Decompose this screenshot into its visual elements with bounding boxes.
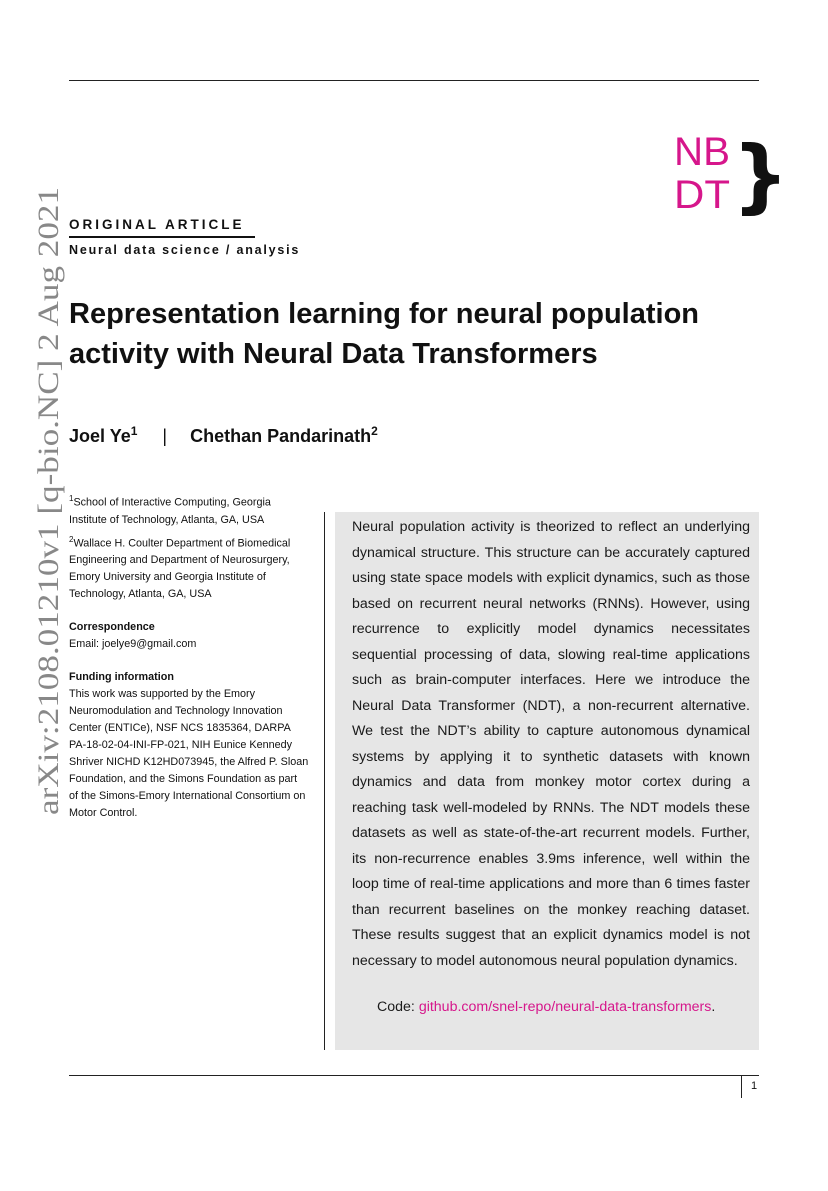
funding-text: This work was supported by the Emory Neuromodulation and Technology Innovation Center (ENTICe), NSF NCS 1835364, DARPA PA-18-02-04-INI-FP-021, NIH Eunice Kennedy Shriver NICHD K12HD073945, the Alfred P. Sloan Foundation, and the Simons Foundation as part of the Simons-Emory International Consortium on Motor Control. [69, 688, 309, 820]
affiliation-text: School of Interactive Computing, Georgia Institute of Technology, Atlanta, GA, USA [69, 496, 271, 526]
code-line [377, 999, 715, 1015]
front-matter-sidebar [69, 490, 309, 822]
logo-line1: NB [674, 130, 730, 174]
affiliation-text: Wallace H. Coulter Department of Biomedical Engineering and Department of Neurosurgery, Emory University and Georgia Institute of Technology, Atlanta, GA, USA [69, 537, 291, 601]
arxiv-stamp [18, 185, 68, 815]
author-affil-marker: 2 [371, 424, 378, 438]
correspondence-heading: Correspondence [69, 621, 155, 634]
author-name: Chethan Pandarinath [190, 426, 372, 446]
affiliation [69, 531, 309, 604]
logo-brace: } [732, 129, 789, 222]
abstract-left-bar [324, 512, 325, 1050]
abstract-text: Neural population activity is theorized to reflect an underlying dynamical structure. This structure can be accurately captured using state space models with explicit dynamics, such as those based on recurrent neural networks (RNNs). However, using recurrence to explicitly model dynamics necessitates sequential processing of data, slowing real-time applications such as brain-computer interfaces. Here we introduce the Neural Data Transformer (NDT), a non-recurrent alternative. We test the NDT’s ability to capture autonomous dynamical systems by applying it to synthetic datasets with known dynamics and data from monkey motor cortex during a reaching task well-modeled by RNNs. The NDT models these datasets as well as state-of-the-art recurrent models. Further, its non-recurrence enables 3.9ms inference, well within the loop time of real-time applications and more than 6 times faster than recurrent baselines on the monkey reaching dataset. These results suggest that an explicit dynamics model is not necessary to model autonomous neural population dynamics. [352, 519, 750, 969]
author-name: Joel Ye [69, 426, 131, 446]
top-rule [69, 80, 759, 81]
nbdt-logo [672, 128, 789, 222]
affiliation-number: 2 [69, 534, 74, 544]
affiliation [69, 490, 309, 529]
author-list [69, 424, 378, 447]
logo-line2: DT [674, 173, 730, 217]
funding-heading: Funding information [69, 671, 174, 684]
article-subject: Neural data science / analysis [69, 243, 301, 257]
article-type: ORIGINAL ARTICLE [69, 217, 245, 232]
bottom-rule [69, 1075, 759, 1076]
author-affil-marker: 1 [130, 424, 138, 438]
arxiv-id: arXiv:2108.01210v1 [q-bio.NC] 2 Aug 2021 [33, 287, 65, 815]
code-link[interactable]: github.com/snel-repo/neural-data-transformers [418, 999, 712, 1015]
article-type-underline [69, 236, 255, 238]
affiliation-number: 1 [69, 494, 74, 503]
code-suffix: . [711, 999, 716, 1015]
code-label: Code: [377, 999, 419, 1015]
abstract-box [335, 512, 759, 1050]
page-number: 1 [751, 1080, 758, 1092]
author-separator: | [162, 426, 168, 446]
correspondence-email: Email: joelye9@gmail.com [69, 638, 197, 651]
page-number-bar [741, 1076, 742, 1098]
paper-title: Representation learning for neural population activity with Neural Data Transformers [69, 298, 699, 370]
